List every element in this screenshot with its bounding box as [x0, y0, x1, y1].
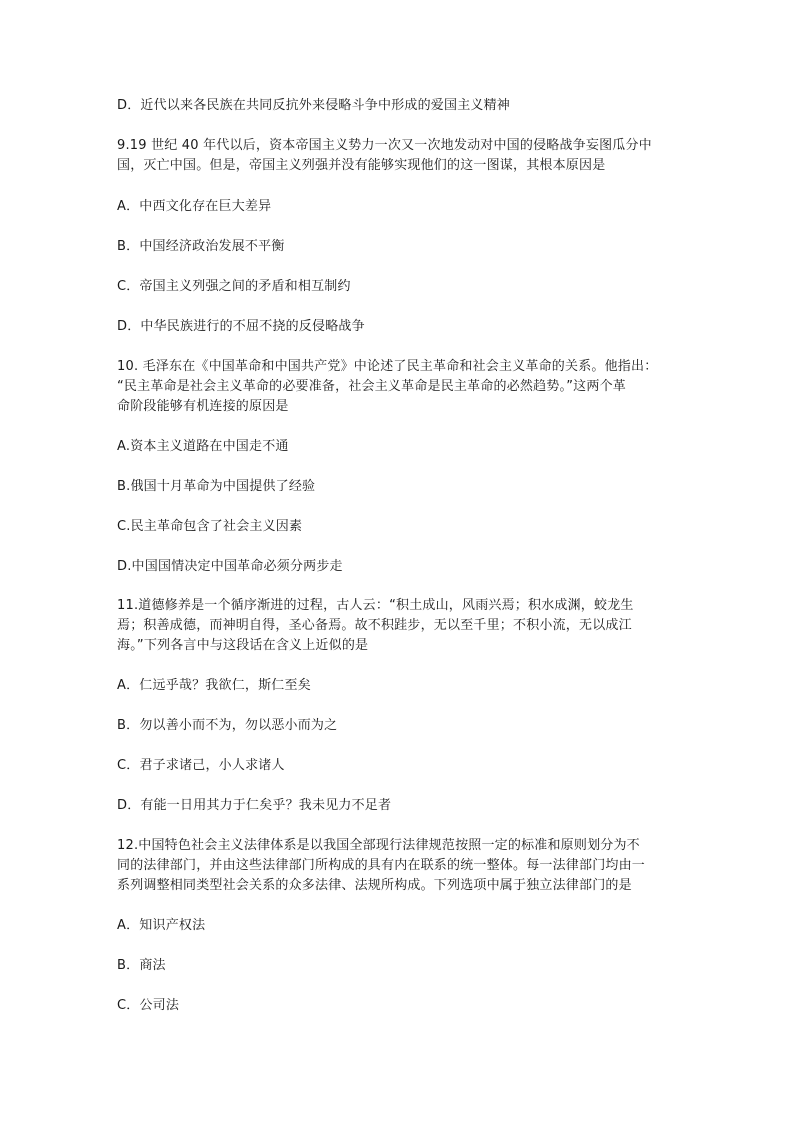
question-11-line-2: 焉；积善成德，而神明自得，圣心备焉。故不积跬步，无以至千里；不积小流，无以成江 [117, 618, 632, 633]
question-12-line-2: 同的法律部门，并由这些法律部门所构成的具有内在联系的统一整体。每一法律部门均由一 [117, 858, 646, 873]
option-c-q12: C．公司法 [117, 998, 180, 1013]
option-c-q9: C．帝国主义列强之间的矛盾和相互制约 [117, 279, 351, 294]
option-d-q11: D．有能一日用其力于仁矣乎？我未见力不足者 [117, 798, 392, 813]
option-c-q10: C.民主革命包含了社会主义因素 [117, 519, 303, 534]
option-d-q9: D．中华民族进行的不屈不挠的反侵略战争 [117, 319, 365, 334]
question-12-line-3: 系列调整相同类型社会关系的众多法律、法规所构成。下列选项中属于独立法律部门的是 [117, 878, 632, 893]
option-d-q8: D．近代以来各民族在共同反抗外来侵略斗争中形成的爱国主义精神 [117, 98, 511, 113]
question-11-line-1: 11.道德修养是一个循序渐进的过程，古人云：“积土成山，风雨兴焉；积水成渊，蛟龙生 [117, 598, 634, 613]
option-b-q12: B．商法 [117, 958, 166, 973]
option-b-q9: B．中国经济政治发展不平衡 [117, 239, 285, 254]
question-11-line-3: 海。”下列各言中与这段话在含义上近似的是 [117, 638, 369, 653]
option-a-q12: A．知识产权法 [117, 918, 206, 933]
question-10-line-2: “民主革命是社会主义革命的必要准备，社会主义革命是民主革命的必然趋势。”这两个革 [117, 379, 626, 394]
option-c-q11: C．君子求诸己，小人求诸人 [117, 758, 285, 773]
question-9-line-1: 9.19 世纪 40 年代以后，资本帝国主义势力一次又一次地发动对中国的侵略战争妄图瓜分中 [117, 138, 652, 153]
option-a-q9: A．中西文化存在巨大差异 [117, 199, 272, 214]
option-a-q11: A．仁远乎哉？我欲仁，斯仁至矣 [117, 678, 311, 693]
question-10-line-3: 命阶段能够有机连接的原因是 [117, 399, 289, 414]
question-10-line-1: 10. 毛泽东在《中国革命和中国共产党》中论述了民主革命和社会主义革命的关系。他指出： [117, 359, 658, 374]
option-a-q10: A.资本主义道路在中国走不通 [117, 439, 289, 454]
question-12-line-1: 12.中国特色社会主义法律体系是以我国全部现行法律规范按照一定的标准和原则划分为不 [117, 838, 640, 853]
option-b-q10: B.俄国十月革命为中国提供了经验 [117, 479, 316, 494]
option-d-q10: D.中国国情决定中国革命必须分两步走 [117, 559, 343, 574]
option-b-q11: B．勿以善小而不为，勿以恶小而为之 [117, 718, 338, 733]
question-9-line-2: 国，灭亡中国。但是，帝国主义列强并没有能够实现他们的这一图谋，其根本原因是 [117, 158, 606, 173]
